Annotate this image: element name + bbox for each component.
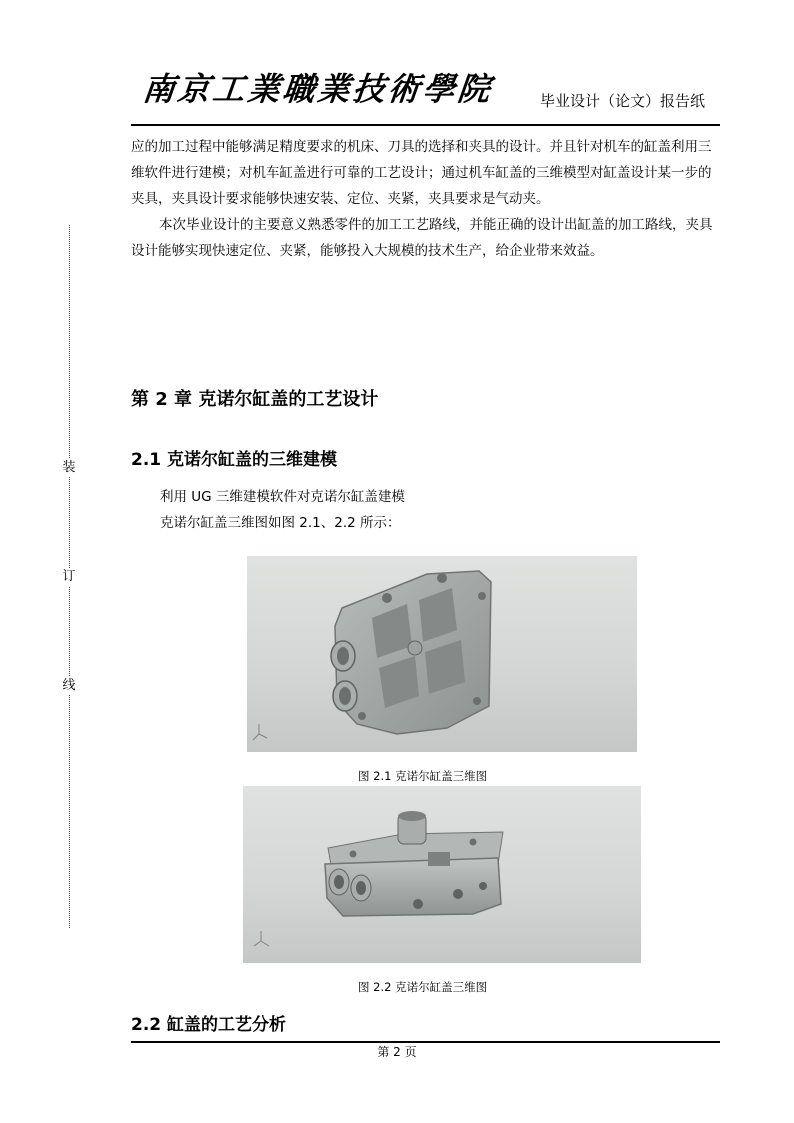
cylinder-head-render-1 (247, 556, 637, 752)
section-heading-2-2: 2.2 缸盖的工艺分析 (131, 1015, 287, 1035)
paragraph-significance: 本次毕业设计的主要意义熟悉零件的加工工艺路线，并能正确的设计出缸盖的加工路线，夹具设计能够实现快速定位、夹紧，能够投入大规模的技术生产，给企业带来效益。 (131, 217, 713, 259)
header-rule (131, 124, 720, 126)
document-type-label: 毕业设计（论文）报告纸 (540, 92, 706, 110)
cylinder-head-render-2 (243, 786, 641, 963)
figure-2-2-cylinder-head-side-view (243, 786, 641, 963)
figure-2-2-caption: 图 2.2 克诺尔缸盖三维图 (358, 980, 488, 994)
page-number: 第 2 页 (377, 1045, 417, 1059)
school-logo: 南京工業職業技術學院 (140, 70, 495, 108)
figure-2-1-cylinder-head-top-view (247, 556, 637, 752)
binding-char-ding: 订 (60, 568, 78, 586)
body-line-modeling: 利用 UG 三维建模软件对克诺尔缸盖建模 (160, 489, 405, 505)
figure-2-1-caption: 图 2.1 克诺尔缸盖三维图 (358, 769, 488, 783)
binding-char-xian: 线 (60, 677, 78, 695)
paragraph-intro-continued: 应的加工过程中能够满足精度要求的机床、刀具的选择和夹具的设计。并且针对机车的缸盖利用三维软件进行建模；对机车缸盖进行可靠的工艺设计；通过机车缸盖的三维模型对缸盖设计某一步的夹具，夹具设计要求能够快速安装、定位、夹紧，夹具要求是气动夹。 (131, 139, 712, 207)
body-line-figure-ref: 克诺尔缸盖三维图如图 2.1、2.2 所示： (160, 515, 401, 531)
binding-char-zhuang: 装 (60, 459, 78, 477)
chapter-title: 第 2 章 克诺尔缸盖的工艺设计 (131, 389, 379, 410)
section-heading-2-1: 2.1 克诺尔缸盖的三维建模 (131, 450, 338, 470)
